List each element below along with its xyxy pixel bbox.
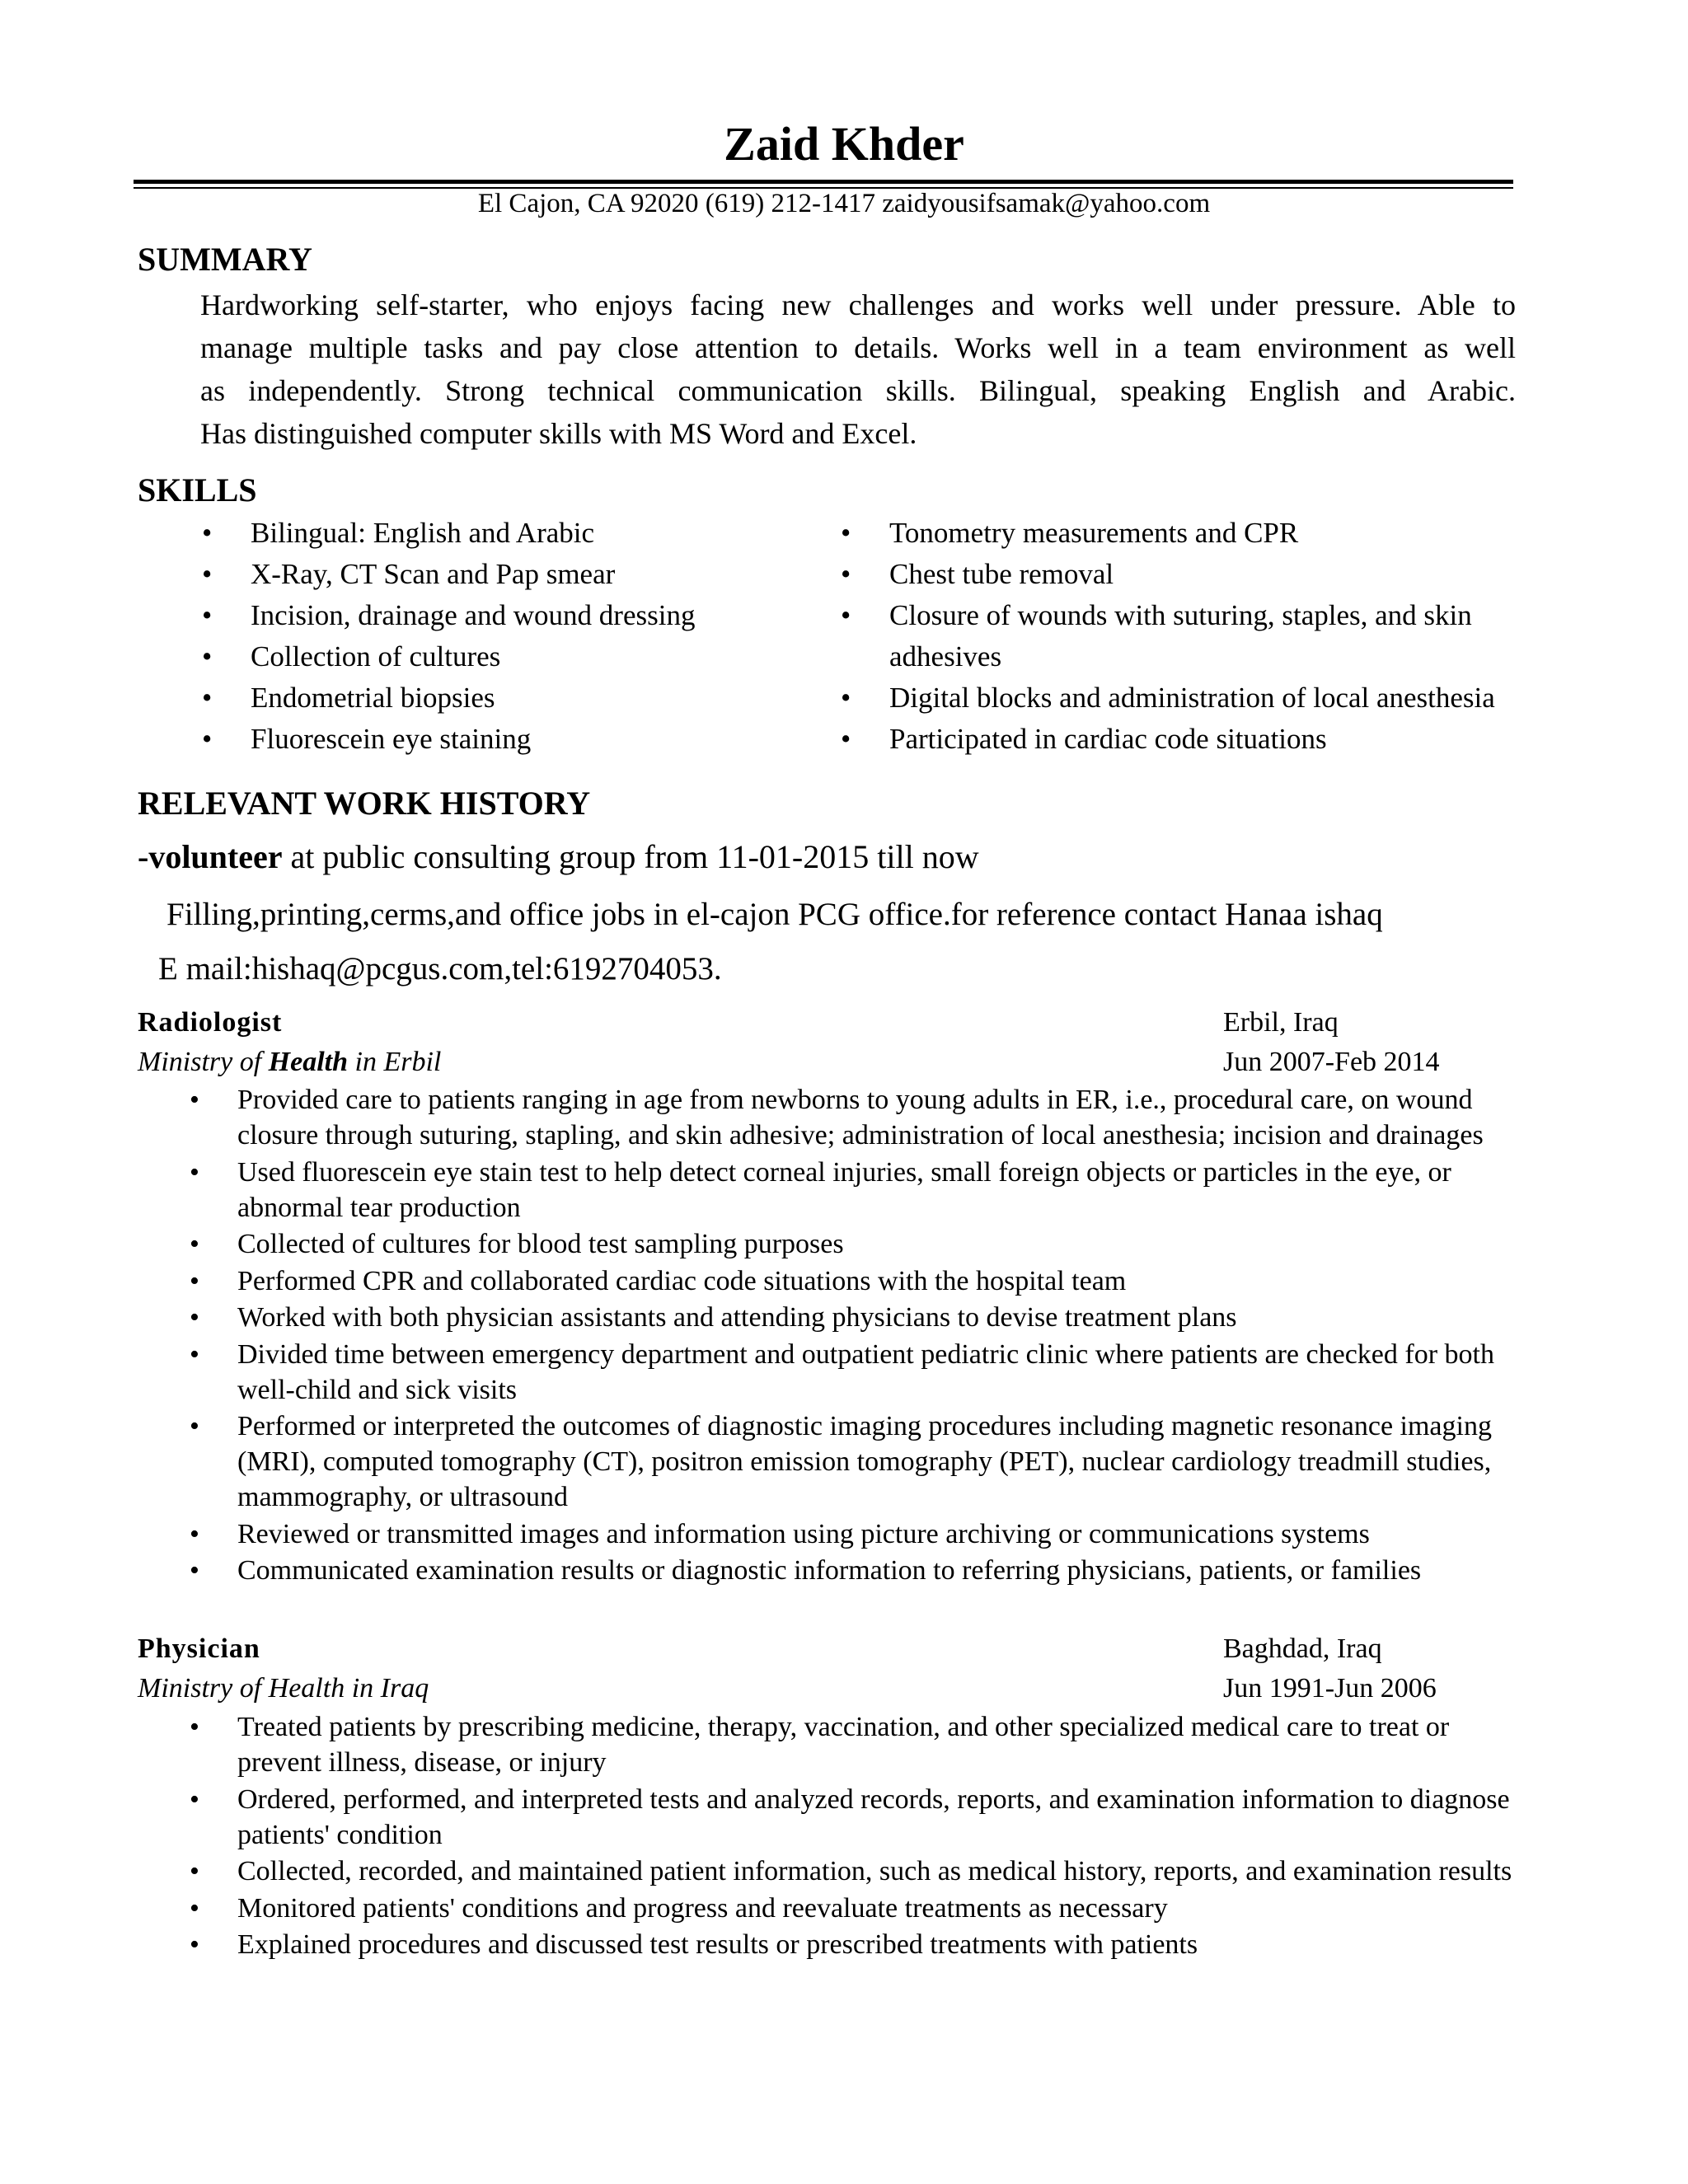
job-organization-bold: Health [268, 1047, 349, 1077]
skill-item: • Tonometry measurements and CPR [841, 513, 1533, 554]
skills-heading: SKILLS [138, 471, 257, 509]
job-duty: • Collected, recorded, and maintained patient information, such as medical history, reports, and examination results [190, 1854, 1525, 1889]
job-duties-list [190, 1709, 1525, 1964]
volunteer-title [138, 834, 979, 880]
job-duty: • Communicated examination results or diagnostic information to referring physicians, patients, or families [190, 1553, 1525, 1588]
job-organization: Ministry of Health in Erbil [138, 1047, 442, 1077]
skill-item: • Bilingual: English and Arabic [202, 513, 820, 554]
skill-item: • Digital blocks and administration of local anesthesia [841, 677, 1533, 719]
volunteer-description: Filling,printing,cerms,and office jobs in el-cajon PCG office.for reference contact Hanaa ishaq [166, 897, 1383, 932]
summary-heading: SUMMARY [138, 241, 312, 278]
summary-line: manage multiple tasks and pay close attention to details. Works well in a team environment as well [200, 331, 1516, 364]
job-duty: • Reviewed or transmitted images and information using picture archiving or communications systems [190, 1516, 1525, 1552]
summary-line: Has distinguished computer skills with MS Word and Excel. [200, 417, 917, 450]
job-duty: • Explained procedures and discussed test results or prescribed treatments with patients [190, 1927, 1525, 1962]
job-duty: • Performed or interpreted the outcomes of diagnostic imaging procedures including magnetic resonance imaging (MRI), computed tomography (CT), positron emission tomography (PET), nuclear cardiology treadmill studies, mammography, or ultrasound [190, 1408, 1525, 1515]
job-organization: Ministry of Health in Iraq [138, 1673, 429, 1704]
job-duty: • Provided care to patients ranging in age from newborns to young adults in ER, i.e., procedural care, on wound closure through suturing, stapling, and skin adhesive; administration of local anesthesia; incision and drainages [190, 1082, 1525, 1153]
job-dates: Jun 2007-Feb 2014 [1223, 1047, 1440, 1077]
job-duty: • Worked with both physician assistants and attending physicians to devise treatment plans [190, 1300, 1525, 1335]
job-title: Physician [138, 1633, 260, 1664]
job-duty: • Used fluorescein eye stain test to help detect corneal injuries, small foreign objects or particles in the eye, or abnormal tear production [190, 1155, 1525, 1226]
job-duty: • Divided time between emergency department and outpatient pediatric clinic where patients are checked for both well-child and sick visits [190, 1337, 1525, 1408]
summary-line: Hardworking self-starter, who enjoys facing new challenges and works well under pressure. Able to [200, 288, 1516, 321]
job-location: Baghdad, Iraq [1223, 1633, 1382, 1664]
skill-item: • Collection of cultures [202, 636, 820, 677]
job-duty: • Monitored patients' conditions and progress and reevaluate treatments as necessary [190, 1891, 1525, 1926]
candidate-name: Zaid Khder [724, 117, 964, 171]
skill-item: • Fluorescein eye staining [202, 719, 820, 760]
job-duty: • Treated patients by prescribing medicine, therapy, vaccination, and other specialized medical care to treat or prevent illness, disease, or injury [190, 1709, 1525, 1780]
summary-line: as independently. Strong technical communication skills. Bilingual, speaking English and Arabic. [200, 374, 1516, 407]
skill-item: • Chest tube removal [841, 554, 1533, 595]
summary-text [200, 284, 1516, 455]
job-duty: • Ordered, performed, and interpreted tests and analyzed records, reports, and examination information to diagnose patients' condition [190, 1782, 1525, 1853]
job-location: Erbil, Iraq [1223, 1007, 1339, 1038]
skill-item: • X-Ray, CT Scan and Pap smear [202, 554, 820, 595]
volunteer-title-rest: at public consulting group from 11-01-2015 till now [282, 838, 979, 875]
job-dates: Jun 1991-Jun 2006 [1223, 1673, 1437, 1704]
skills-right-column [841, 513, 1533, 760]
job-title: Radiologist [138, 1007, 283, 1038]
work-history-heading: RELEVANT WORK HISTORY [138, 785, 591, 822]
job-duty: • Performed CPR and collaborated cardiac code situations with the hospital team [190, 1263, 1525, 1299]
volunteer-prefix: -volunteer [138, 838, 283, 875]
skill-item: • Endometrial biopsies [202, 677, 820, 719]
skill-item: • Participated in cardiac code situations [841, 719, 1533, 760]
skills-left-column [202, 513, 820, 760]
volunteer-contact: E mail:hishaq@pcgus.com,tel:6192704053. [158, 951, 722, 987]
job-duties-list [190, 1082, 1525, 1590]
skill-item: • Closure of wounds with suturing, staples, and skin adhesives [841, 595, 1533, 677]
job-duty: • Collected of cultures for blood test sampling purposes [190, 1226, 1525, 1262]
skill-item: • Incision, drainage and wound dressing [202, 595, 820, 636]
contact-line: El Cajon, CA 92020 (619) 212-1417 zaidyousifsamak@yahoo.com [477, 189, 1211, 218]
header-rule-thick [134, 180, 1513, 184]
